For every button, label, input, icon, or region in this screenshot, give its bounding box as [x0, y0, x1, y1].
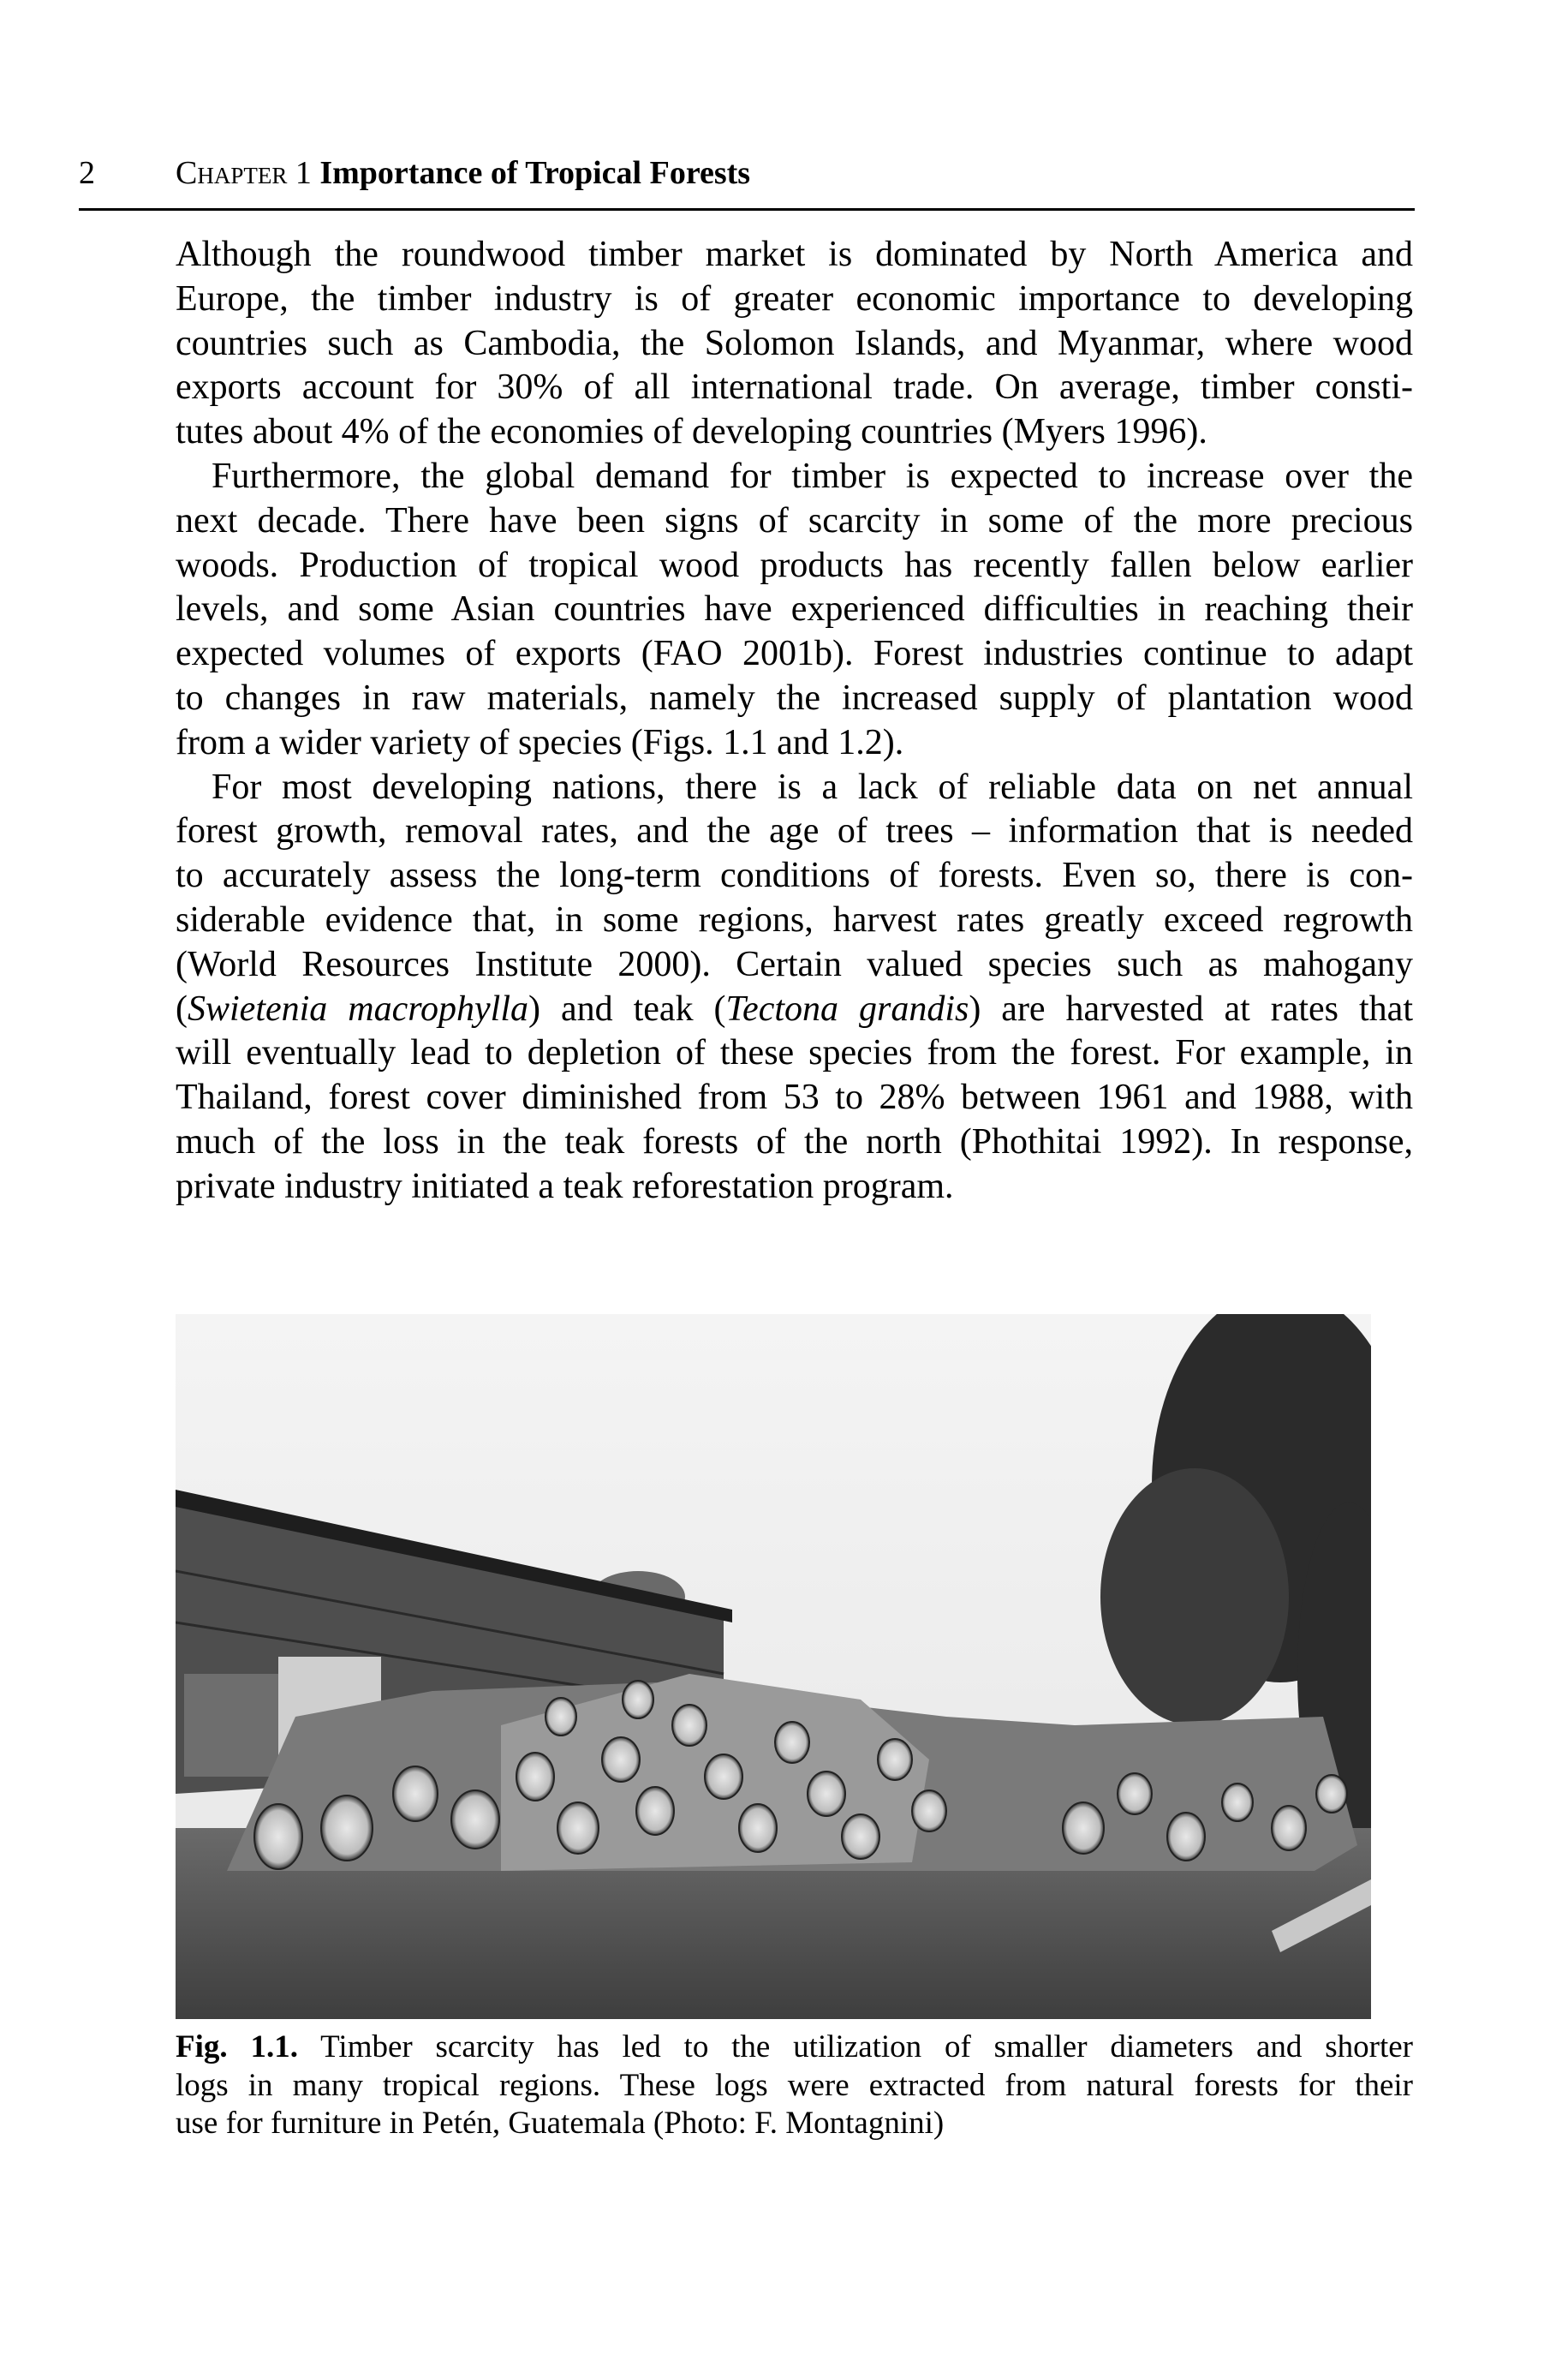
text-line: For most developing nations, there is a lack of reliable data on net annual: [212, 767, 1413, 807]
text-line: forest growth, removal rates, and the age of trees – information that is needed: [176, 811, 1413, 851]
page-number: 2: [79, 155, 95, 191]
species-name-teak: Tectona grandis: [725, 989, 969, 1029]
text-line: from a wider variety of species (Figs. 1.1 and 1.2).: [176, 722, 904, 762]
text-line: to changes in raw materials, namely the increased supply of plantation wood: [176, 678, 1413, 718]
paragraph-1: [176, 233, 1413, 455]
running-header: [0, 154, 1568, 197]
caption-line: logs in many tropical regions. These logs were extracted from natural forests for their: [176, 2067, 1413, 2103]
chapter-heading: [176, 154, 750, 192]
text-line: to accurately assess the long-term conditions of forests. Even so, there is con-: [176, 856, 1413, 896]
caption-line: use for furniture in Petén, Guatemala (Photo: F. Montagnini): [176, 2106, 945, 2141]
text-line: Thailand, forest cover diminished from 53 to 28% between 1961 and 1988, with: [176, 1078, 1413, 1118]
body-text: [176, 233, 1413, 1210]
text-line: will eventually lead to depletion of these species from the forest. For example, in: [176, 1033, 1413, 1073]
chapter-title: Importance of Tropical Forests: [319, 155, 751, 191]
text-line: levels, and some Asian countries have experienced difficulties in reaching their: [176, 589, 1413, 630]
text-line: woods. Production of tropical wood products has recently fallen below earlier: [176, 545, 1413, 585]
caption-text: Timber scarcity has led to the utilization of smaller diameters and shorter: [320, 2029, 1413, 2064]
text-line: much of the loss in the teak forests of the north (Phothitai 1992). In response,: [176, 1121, 1413, 1162]
figure-label: Fig. 1.1.: [176, 2029, 298, 2064]
caption-line: [176, 2028, 1413, 2067]
paragraph-2: [176, 455, 1413, 766]
text-segment: (: [176, 989, 188, 1029]
text-segment: ) and teak (: [528, 989, 726, 1029]
text-line: expected volumes of exports (FAO 2001b). Forest industries continue to adapt: [176, 634, 1413, 674]
text-line: countries such as Cambodia, the Solomon Islands, and Myanmar, where wood: [176, 323, 1413, 363]
figure-caption: [176, 2028, 1413, 2143]
header-rule: [79, 208, 1415, 211]
chapter-label: Chapter 1: [176, 155, 312, 191]
text-line: Although the roundwood timber market is dominated by North America and: [176, 235, 1413, 274]
text-line: siderable evidence that, in some regions, harvest rates greatly exceed regrowth: [176, 899, 1413, 940]
text-line: Furthermore, the global demand for timber is expected to increase over the: [212, 456, 1413, 496]
text-line-with-species: [176, 988, 1413, 1032]
text-line: next decade. There have been signs of scarcity in some of the more precious: [176, 500, 1413, 541]
text-line: exports account for 30% of all international trade. On average, timber consti-: [176, 367, 1413, 408]
text-line: tutes about 4% of the economies of developing countries (Myers 1996).: [176, 412, 1207, 452]
text-line: (World Resources Institute 2000). Certain valued species such as mahogany: [176, 944, 1413, 984]
paragraph-3: [176, 766, 1413, 1210]
text-line: private industry initiated a teak reforestation program.: [176, 1166, 954, 1206]
figure-photo-timber-logs: [176, 1314, 1371, 2019]
species-name-mahogany: Swietenia macrophylla: [188, 989, 529, 1029]
text-line: Europe, the timber industry is of greater economic importance to developing: [176, 278, 1413, 319]
text-segment: ) are harvested at rates that: [969, 989, 1413, 1029]
